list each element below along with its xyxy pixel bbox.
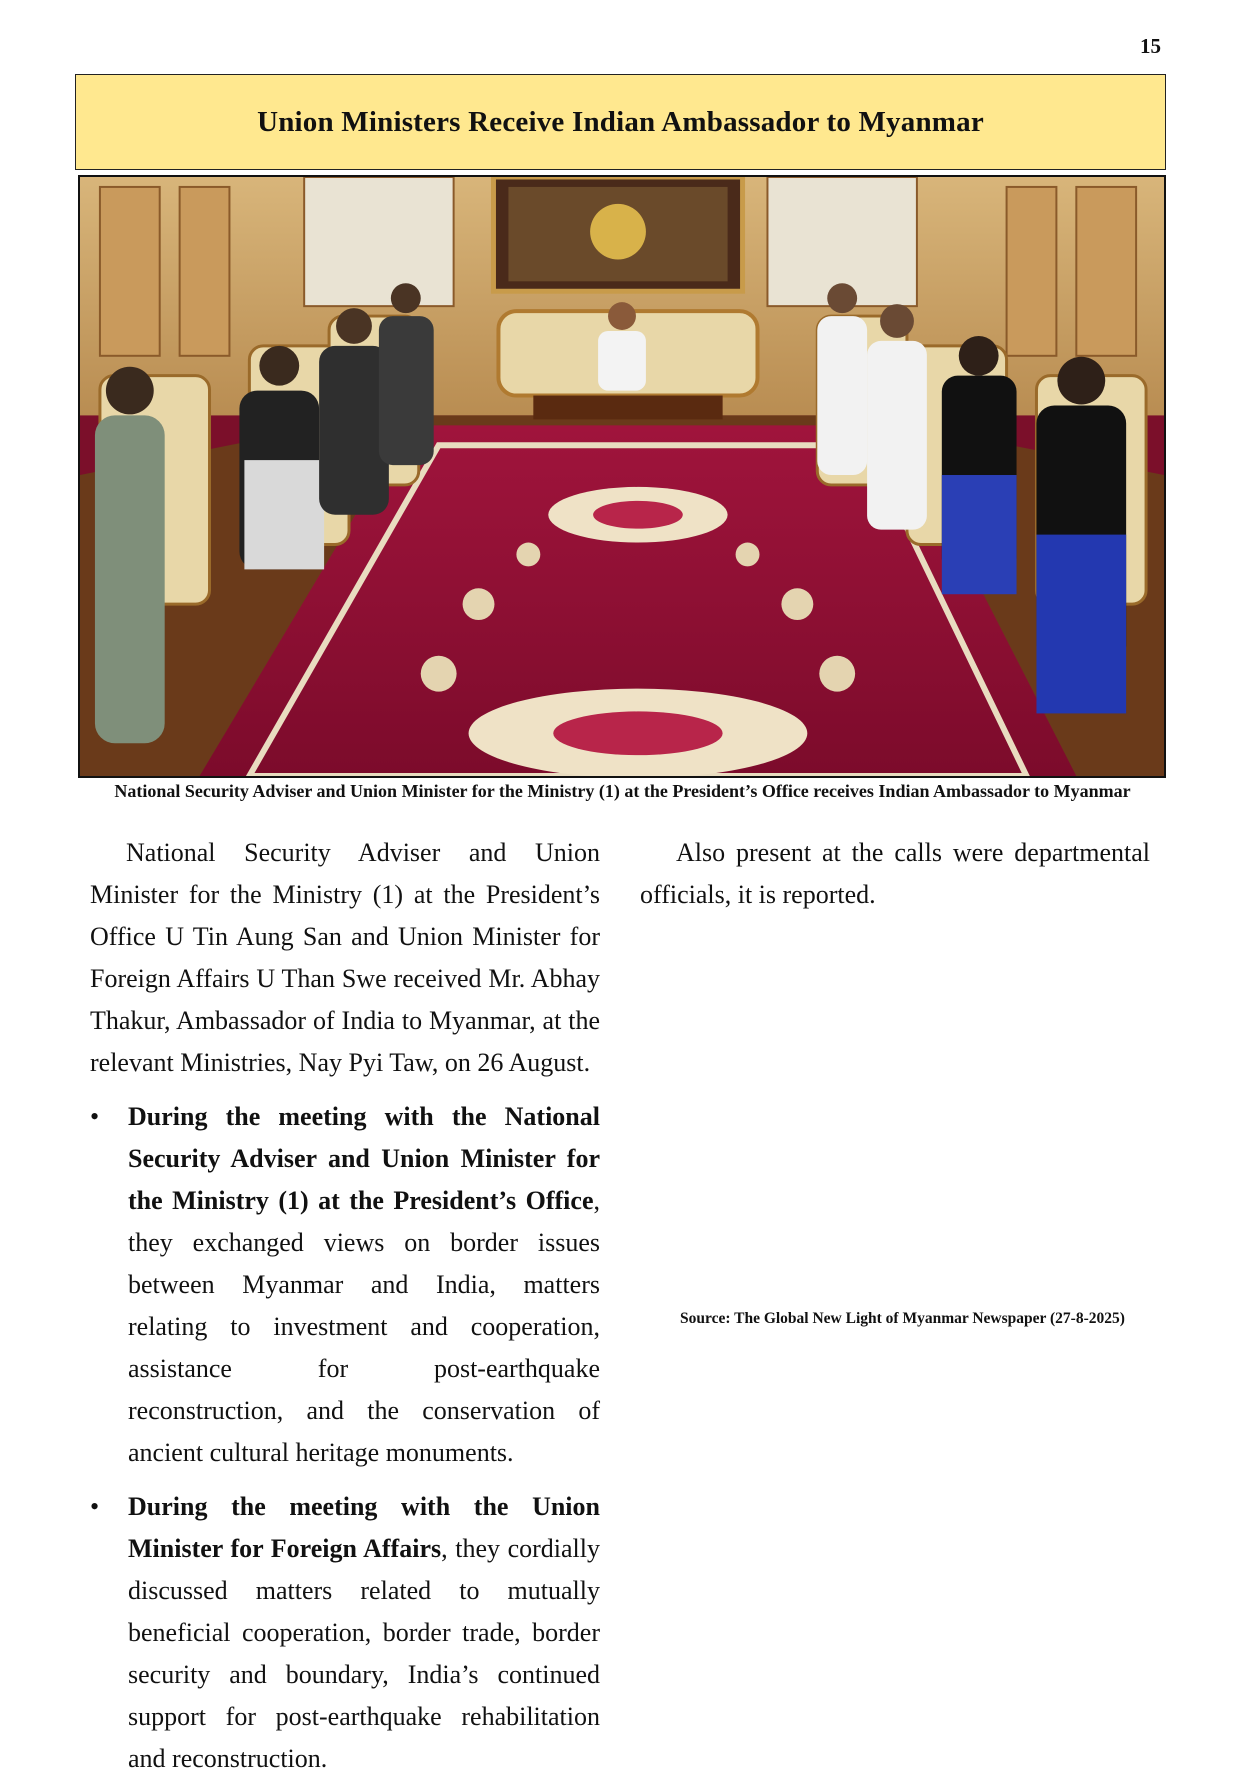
bullet-item-foreign-affairs-meeting [90,1486,600,1780]
closing-paragraph: Also present at the calls were departmental officials, it is reported. [640,838,1150,909]
article-column-right [640,832,1150,928]
source-credit: Source: The Global New Light of Myanmar Newspaper (27-8-2025) [680,1310,1125,1327]
photo-caption: National Security Adviser and Union Minister for the Ministry (1) at the President’s Office receives Indian Ambassador to Myanmar [114,781,1131,801]
page-title: Union Ministers Receive Indian Ambassador to Myanmar [257,105,984,138]
article-column-left [90,832,600,1773]
title-banner [75,74,1166,170]
bullet-heading: During the meeting with the National Security Adviser and Union Minister for the Ministry (1) at the President’s Office [128,1102,600,1215]
bullet-text: , they exchanged views on border issues between Myanmar and India, matters relating to investment and cooperation, assistance for post-earthquake reconstruction, and the conservation of ancient cultural heritage monuments. [128,1186,600,1467]
meeting-bullet-list [90,1096,600,1780]
bullet-text: , they cordially discussed matters related to mutually beneficial cooperation, border trade, border security and boundary, India’s continued support for post-earthquake rehabilitation and reconstruction. [128,1534,600,1773]
page-number: 15 [1140,34,1161,58]
photo-illustration [80,177,1164,776]
intro-paragraph: National Security Adviser and Union Minister for the Ministry (1) at the President’s Office U Tin Aung San and Union Minister for Foreign Affairs U Than Swe received Mr. Abhay Thakur, Ambassador of India to Myanmar, at the relevant Ministries, Nay Pyi Taw, on 26 August. [90,838,600,1077]
bullet-item-nsa-meeting [90,1096,600,1474]
bullet-heading: During the meeting with the Union Minister for Foreign Affairs [128,1492,600,1563]
meeting-room-photo [78,175,1166,778]
